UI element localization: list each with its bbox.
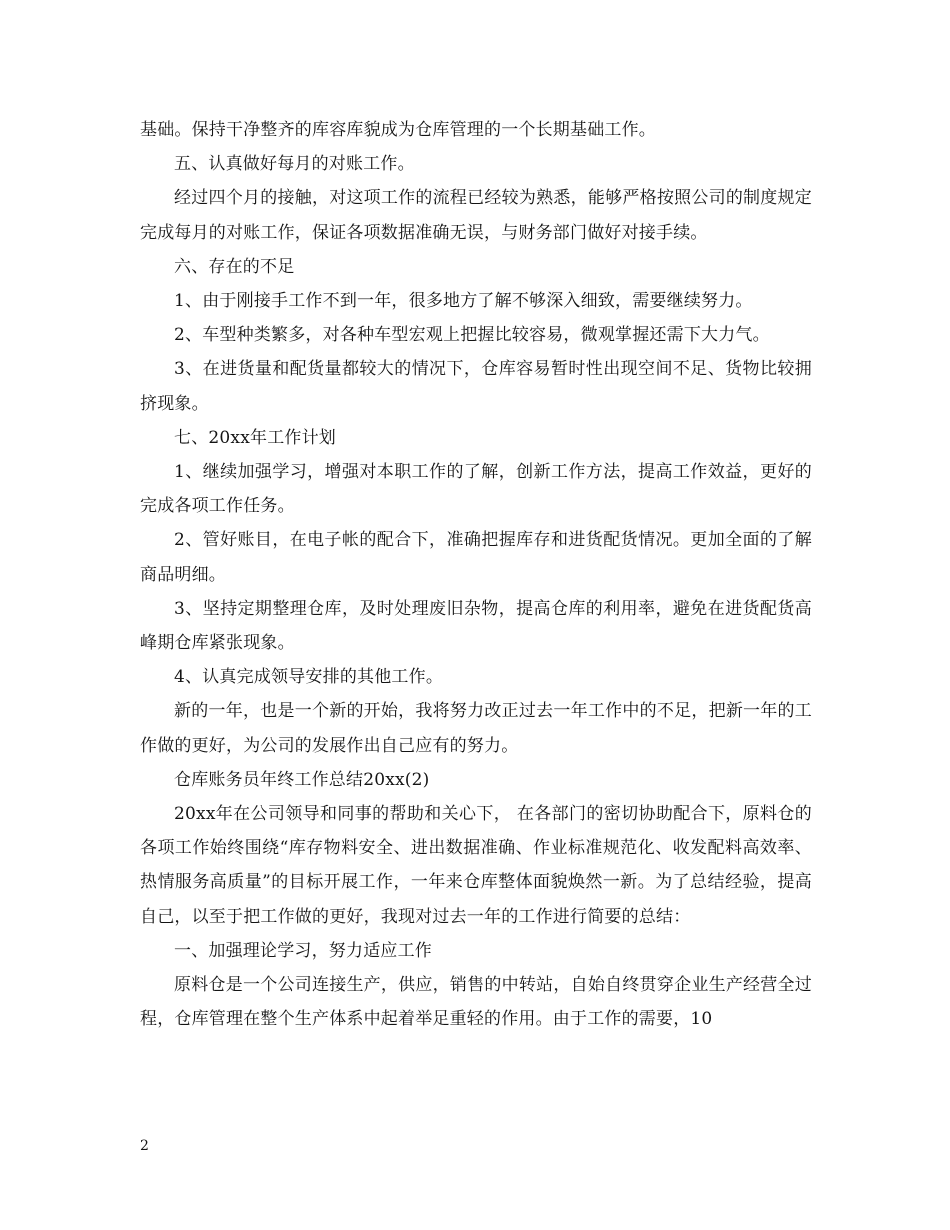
list-item: 1、继续加强学习，增强对本职工作的了解，创新工作方法，提高工作效益，更好的完成各项工作任务。 xyxy=(140,462,812,517)
paragraph: 新的一年，也是一个新的开始，我将努力改正过去一年工作中的不足，把新一年的工作做的更好，为公司的发展作出自己应有的努力。 xyxy=(140,701,812,756)
paragraph: 20xx年在公司领导和同事的帮助和关心下， 在各部门的密切协助配合下，原料仓的各项工作始终围绕“库存物料安全、进出数据准确、作业标准规范化、收发配料高效率、热情服务高质量”的目标开展工作，一年来仓库整体面貌焕然一新。为了总结经验，提高自己，以至于把工作做的更好，我现对过去一年的工作进行简要的总结： xyxy=(140,804,812,927)
section-heading: 七、20xx年工作计划 xyxy=(174,427,337,448)
document-body xyxy=(140,113,812,1036)
list-item: 2、车型种类繁多，对各种车型宏观上把握比较容易，微观掌握还需下大力气。 xyxy=(174,325,770,346)
article-title: 仓库账务员年终工作总结20xx(2) xyxy=(174,769,430,790)
paragraph: 经过四个月的接触，对这项工作的流程已经较为熟悉，能够严格按照公司的制度规定完成每月的对账工作，保证各项数据准确无误，与财务部门做好对接手续。 xyxy=(140,188,812,243)
list-item: 3、坚持定期整理仓库，及时处理废旧杂物，提高仓库的利用率，避免在进货配货高峰期仓库紧张现象。 xyxy=(140,598,812,654)
list-item: 1、由于刚接手工作不到一年，很多地方了解不够深入细致，需要继续努力。 xyxy=(174,291,753,312)
section-heading: 六、存在的不足 xyxy=(174,256,295,277)
page-number: 2 xyxy=(140,1138,149,1154)
list-item: 2、管好账目，在电子帐的配合下，准确把握库存和进货配货情况。更加全面的了解商品明细。 xyxy=(140,530,812,585)
paragraph: 原料仓是一个公司连接生产，供应，销售的中转站，自始自终贯穿企业生产经营全过程，仓库管理在整个生产体系中起着举足重轻的作用。由于工作的需要，10 xyxy=(140,975,812,1030)
paragraph: 基础。保持干净整齐的库容库貌成为仓库管理的一个长期基础工作。 xyxy=(140,120,656,140)
section-heading: 一、加强理论学习，努力适应工作 xyxy=(174,940,432,961)
list-item: 4、认真完成领导安排的其他工作。 xyxy=(174,667,444,688)
list-item: 3、在进货量和配货量都较大的情况下，仓库容易暂时性出现空间不足、货物比较拥挤现象。 xyxy=(140,359,812,414)
section-heading: 五、认真做好每月的对账工作。 xyxy=(174,154,415,175)
